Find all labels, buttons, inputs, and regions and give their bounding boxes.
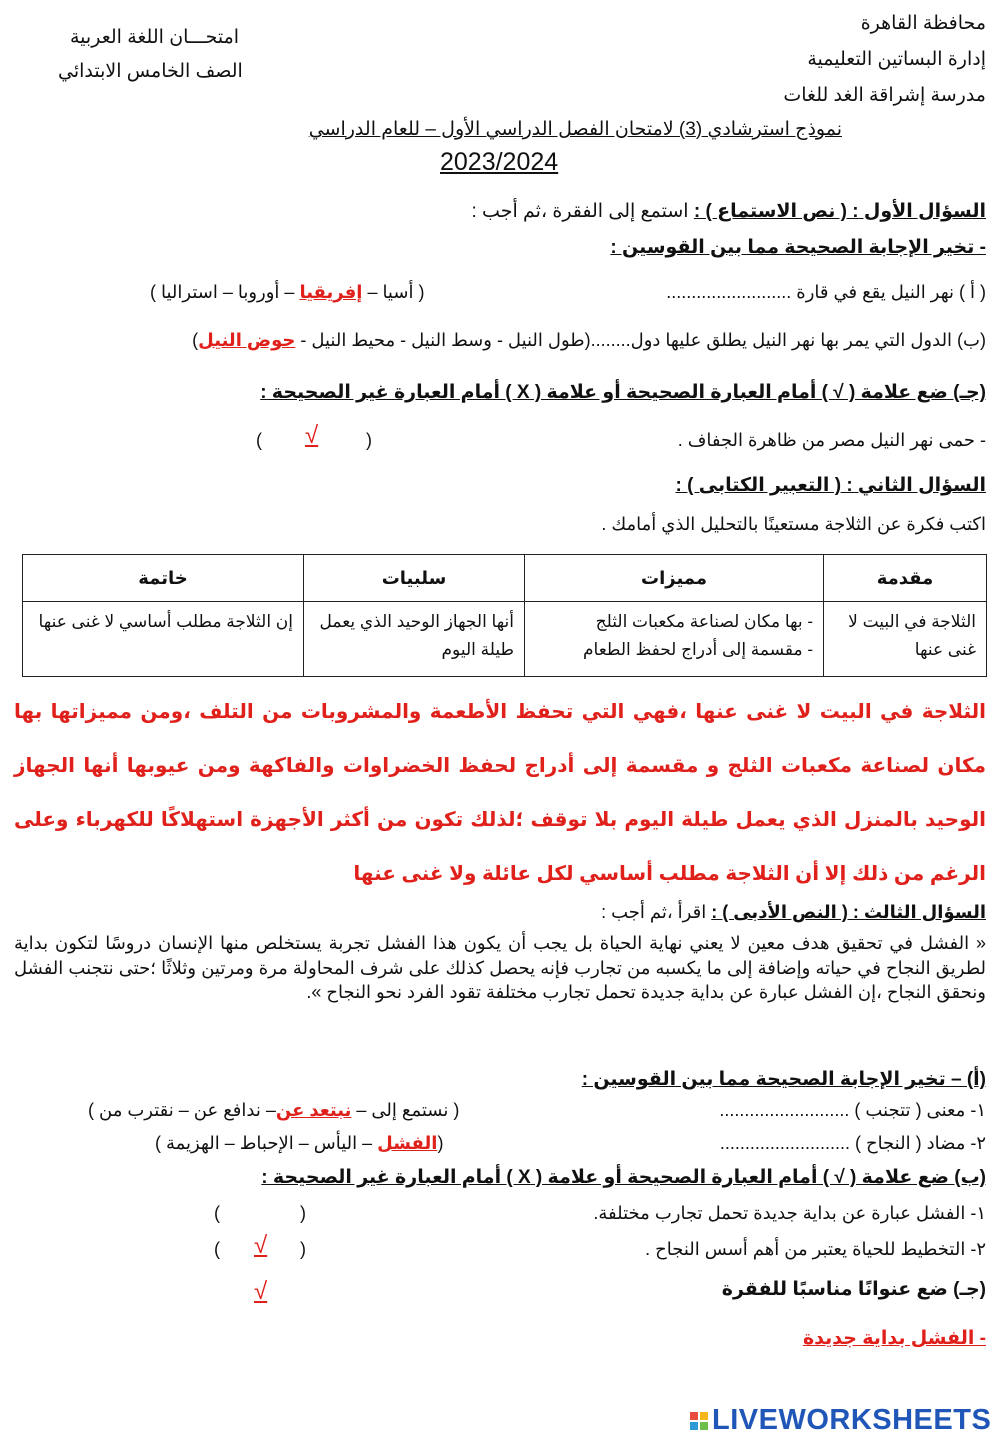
q3-a1-options xyxy=(88,1100,459,1121)
governorate: محافظة القاهرة xyxy=(860,13,986,34)
q3-b1-check-mark[interactable]: √ xyxy=(254,1278,268,1305)
logo-square-1 xyxy=(690,1412,698,1420)
exam-title: نموذج استرشادي (3) لامتحان الفصل الدراسي الأول – للعام الدراسي xyxy=(308,119,842,140)
q1-b-stem: (ب) الدول التي يمر بها نهر النيل يطلق عليها دول........(طول النيل - وسط النيل - محيط النيل - xyxy=(295,330,986,350)
q1-a-options xyxy=(150,282,424,303)
q1-a-stem: ( أ ) نهر النيل يقع في قارة ......................... xyxy=(666,282,986,302)
q3-a2-opt-pre: ( xyxy=(437,1133,444,1153)
analysis-table-row xyxy=(23,602,987,677)
q3-a2-item xyxy=(155,1133,986,1154)
q1-c-heading: (جـ) ضع علامة ( √ ) أمام العبارة الصحيحة أو علامة ( X ) أمام العبارة غير الصحيحة : xyxy=(260,382,986,403)
q3-a2-stem: ٢- مضاد ( النجاح ) .......................... xyxy=(719,1133,986,1153)
literary-passage: « الفشل في تحقيق هدف معين لا يعني نهاية الحياة بل يجب أن يكون هذا الفشل تجربة يستخلص منها الإنسان دروسًا لتكون بداية لطريق النجاح في حياته وإضافة إلى ما يكسبه من تجارب فإنه يحصل كذلك على شرف المحاولة مرة ومرتين وثلاثًا ؛حتى نتجنب الفشل ونحقق النجاح ،إن الفشل عبارة عن بداية جديدة تحمل تجارب مختلفة تقود الفرد نحو النجاح ». xyxy=(14,933,986,1002)
logo-square-2 xyxy=(700,1412,708,1420)
q3-b-heading: (ب) ضع علامة ( √ ) أمام العبارة الصحيحة أو علامة ( X ) أمام العبارة غير الصحيحة : xyxy=(261,1167,986,1188)
q3-b2-open-paren: ( xyxy=(300,1239,306,1259)
q3-heading: السؤال الثالث : ( النص الأدبى ) : xyxy=(711,902,986,922)
q1-item-b xyxy=(192,330,986,351)
analysis-table xyxy=(22,554,987,677)
q1-a-opt-post: – أوروبا – استراليا ) xyxy=(150,282,300,302)
q3-c-answer[interactable]: - الفشل بداية جديدة xyxy=(802,1328,986,1349)
q3-b2-check-mark[interactable]: √ xyxy=(254,1232,268,1259)
q2-instruction: اكتب فكرة عن الثلاجة مستعينًا بالتحليل الذي أمامك . xyxy=(601,514,986,534)
analysis-table-header xyxy=(23,555,987,602)
q1-c-check-mark[interactable]: √ xyxy=(305,422,319,449)
col-conclusion: خاتمة xyxy=(23,555,304,602)
q1-c-close-paren: ) xyxy=(256,430,262,450)
logo-text: LIVEWORKSHEETS xyxy=(712,1404,992,1436)
exam-year: 2023/2024 xyxy=(440,148,559,176)
q1-choose-heading: - تخير الإجابة الصحيحة مما بين القوسين : xyxy=(610,237,986,258)
cell-disadvantages: أنها الجهاز الوحيد الذي يعمل طيلة اليوم xyxy=(304,602,525,677)
q2-heading: السؤال الثاني : ( التعبير الكتابى ) : xyxy=(675,475,986,496)
q3-c-heading: (جـ) ضع عنوانًا مناسبًا للفقرة xyxy=(721,1279,986,1300)
col-advantages: مميزات xyxy=(525,555,824,602)
col-intro: مقدمة xyxy=(824,555,987,602)
q3-heading-row xyxy=(601,902,986,923)
cell-intro: الثلاجة في البيت لا غنى عنها xyxy=(824,602,987,677)
cell-conclusion: إن الثلاجة مطلب أساسي لا غنى عنها xyxy=(23,602,304,677)
logo-grid-icon xyxy=(690,1412,708,1430)
q1-a-opt-pre: ( أسيا – xyxy=(362,282,425,302)
q1-b-close: ) xyxy=(192,330,199,350)
q3-a1-answer[interactable]: نبتعد عن xyxy=(275,1100,352,1120)
q1-c-statement: - حمى نهر النيل مصر من ظاهرة الجفاف . xyxy=(677,430,986,450)
liveworksheets-logo[interactable] xyxy=(690,1404,991,1437)
q3-a1-opt-pre: ( نستمع إلى – xyxy=(351,1100,460,1120)
essay-answer[interactable]: الثلاجة في البيت لا غنى عنها ،فهي التي تحفظ الأطعمة والمشروبات من التلف ،ومن مميزاتها بها مكان لصناعة مكعبات الثلج و مقسمة إلى أدراج لحفظ الخضراوات والفاكهة ومن عيوبها أنها الجهاز الوحيد بالمنزل الذي يعمل طيلة اليوم بلا توقف ؛لذلك تكون من أكثر الأجهزة استهلاكًا للكهرباء وعلى الرغم من ذلك إلا أن الثلاجة مطلب أساسي لكل عائلة ولا غنى عنها xyxy=(14,701,986,885)
q3-a2-options xyxy=(155,1133,443,1154)
q3-a1-item xyxy=(88,1100,986,1121)
q1-instruction: استمع إلى الفقرة ،ثم أجب : xyxy=(471,201,689,222)
q3-a1-opt-post: – ندافع عن – نقترب من ) xyxy=(88,1100,276,1120)
cell-advantages: - بها مكان لصناعة مكعبات الثلج - مقسمة إلى أدراج لحفظ الطعام xyxy=(525,602,824,677)
q3-a1-stem: ١- معنى ( تتجنب ) .......................... xyxy=(719,1100,986,1120)
education-admin: إدارة البساتين التعليمية xyxy=(807,49,986,70)
q3-a2-answer[interactable]: الفشل xyxy=(377,1133,438,1153)
logo-square-3 xyxy=(690,1422,698,1430)
q3-b1-close-paren: ) xyxy=(214,1203,220,1223)
q1-a-answer[interactable]: إفريقيا xyxy=(299,282,363,302)
q3-instruction: اقرأ ،ثم أجب : xyxy=(601,902,707,922)
q1-b-answer[interactable]: حوض النيل xyxy=(198,330,296,350)
q1-c-open-paren: ( xyxy=(366,430,372,450)
q3-b1-statement: ١- الفشل عبارة عن بداية جديدة تحمل تجارب مختلفة. xyxy=(593,1203,986,1223)
logo-square-4 xyxy=(700,1422,708,1430)
q3-a-heading: (أ) – تخير الإجابة الصحيحة مما بين القوسين : xyxy=(581,1069,986,1090)
q1-heading: السؤال الأول : ( نص الاستماع ) : xyxy=(693,201,986,222)
exam-subject: امتحـــان اللغة العربية xyxy=(70,27,240,48)
q3-b1-open-paren: ( xyxy=(300,1203,306,1223)
col-disadvantages: سلبيات xyxy=(304,555,525,602)
q3-a2-opt-post: – اليأس – الإحباط – الهزيمة ) xyxy=(155,1133,378,1153)
q3-b2-statement: ٢- التخطيط للحياة يعتبر من أهم أسس النجاح . xyxy=(645,1239,986,1259)
grade-level: الصف الخامس الابتدائي xyxy=(58,61,243,82)
q1-item-a xyxy=(150,282,986,303)
q3-b2-close-paren: ) xyxy=(214,1239,220,1259)
q1-heading-row xyxy=(472,200,987,223)
school-name: مدرسة إشراقة الغد للغات xyxy=(783,85,986,106)
